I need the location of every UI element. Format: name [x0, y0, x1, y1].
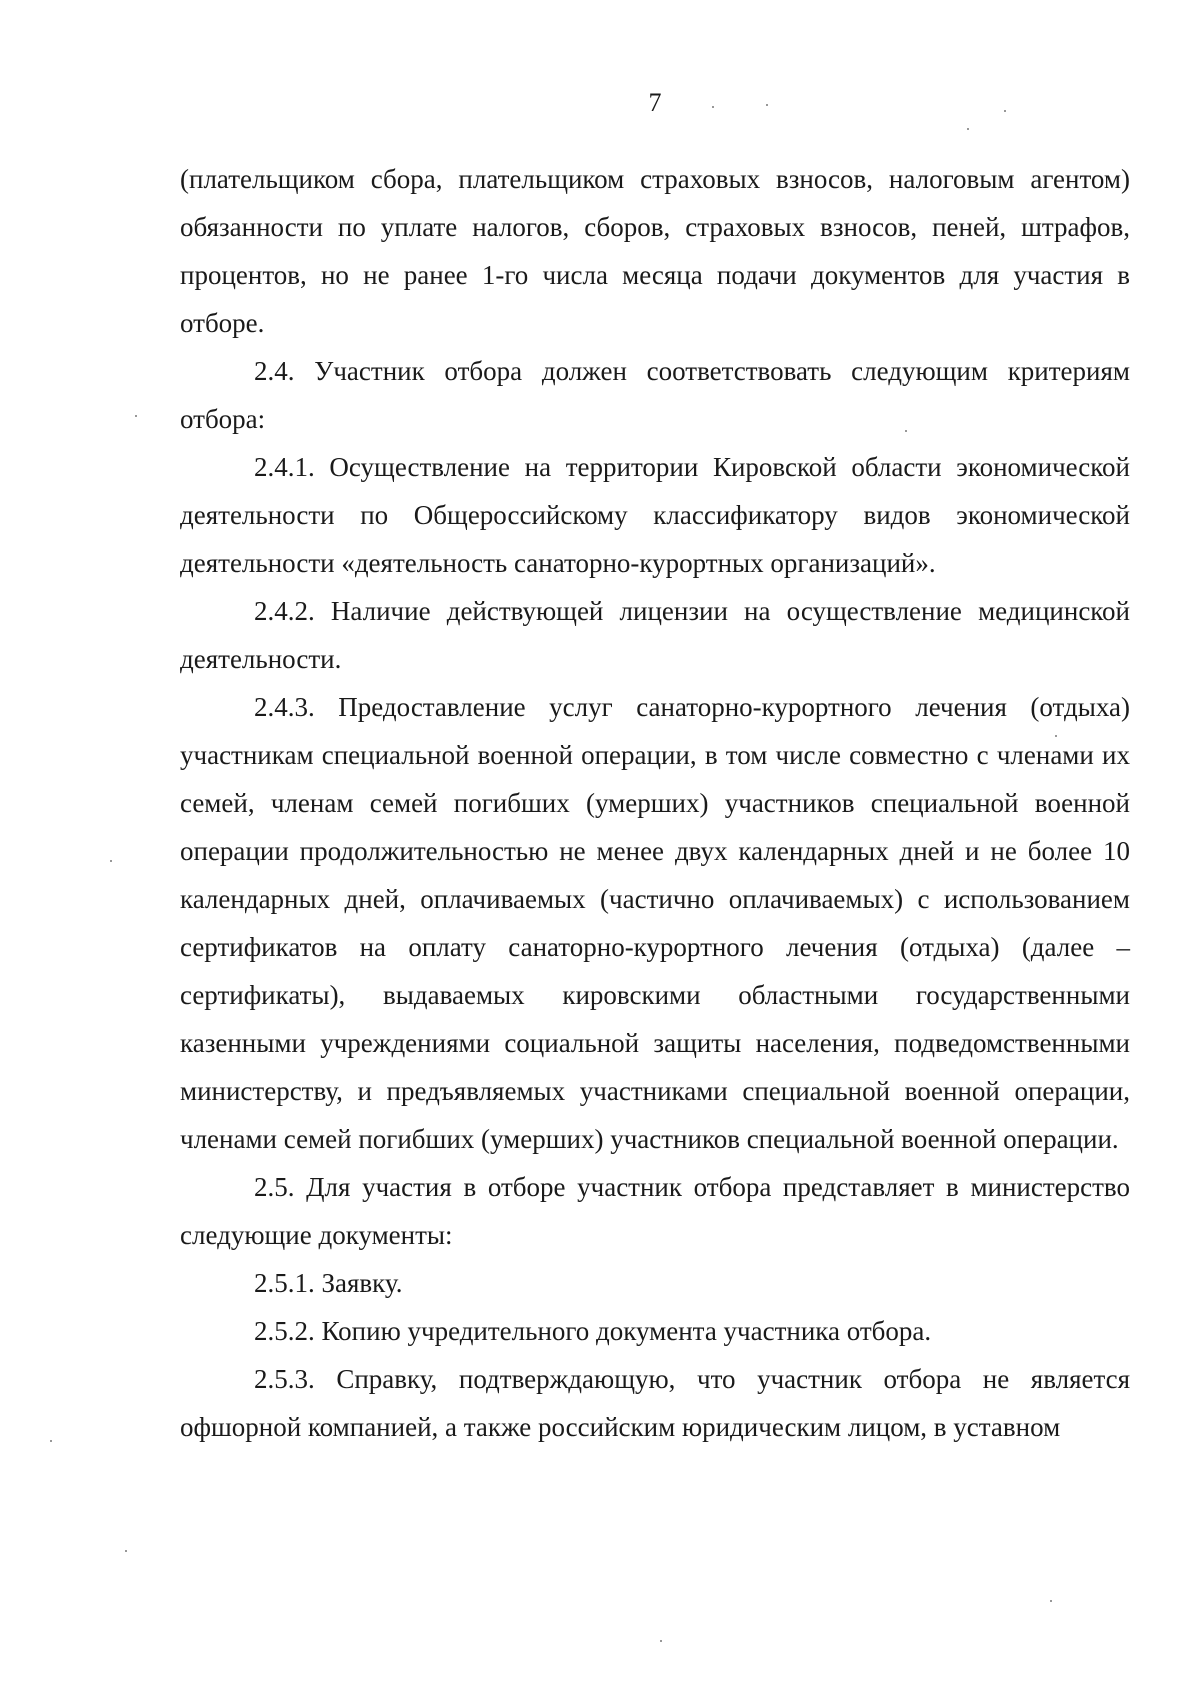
page-number: 7: [648, 88, 662, 117]
scan-speck: [1050, 1600, 1052, 1602]
scan-speck: [110, 860, 112, 862]
scan-speck: [766, 104, 768, 106]
paragraph-2-5: 2.5. Для участия в отборе участник отбора представляет в министерство следующие документы:: [180, 1172, 1130, 1250]
scan-speck: [712, 106, 714, 108]
document-body: [180, 155, 1130, 1451]
scan-speck: [125, 1550, 127, 1552]
scan-speck: [967, 128, 969, 130]
paragraph-2-5-2: 2.5.2. Копию учредительного документа участника отбора.: [254, 1316, 932, 1346]
scan-speck: [905, 430, 907, 432]
paragraph-continuation: (плательщиком сбора, плательщиком страховых взносов, налоговым агентом) обязанности по уплате налогов, сборов, страховых взносов, пеней, штрафов, процентов, но не ранее 1-го числа месяца подачи документов для участия в отборе.: [180, 164, 1130, 338]
paragraph-2-5-1: 2.5.1. Заявку.: [254, 1268, 403, 1298]
scan-speck: [50, 1440, 52, 1442]
scan-speck: [1055, 735, 1057, 737]
paragraph-2-4: 2.4. Участник отбора должен соответствовать следующим критериям отбора:: [180, 356, 1130, 434]
paragraph-2-5-3: 2.5.3. Справку, подтверждающую, что участник отбора не является офшорной компанией, а также российским юридическим лицом, в уставном: [180, 1364, 1130, 1442]
scan-speck: [660, 1640, 662, 1642]
paragraph-2-4-2: 2.4.2. Наличие действующей лицензии на осуществление медицинской деятельности.: [180, 596, 1130, 674]
paragraph-2-4-3: 2.4.3. Предоставление услуг санаторно-курортного лечения (отдыха) участникам специальной военной операции, в том числе совместно с членами их семей, членам семей погибших (умерших) участников специальной военной операции продолжительностью не менее двух календарных дней и не более 10 календарных дней, оплачиваемых (частично оплачиваемых) с использованием сертификатов на оплату санаторно-курортного лечения (отдыха) (далее – сертификаты), выдаваемых кировскими областными государственными казенными учреждениями социальной защиты населения, подведомственными министерству, и предъявляемых участниками специальной военной операции, членами семей погибших (умерших) участников специальной военной операции.: [180, 692, 1130, 1154]
scan-speck: [1004, 110, 1006, 112]
scan-speck: [135, 415, 137, 417]
paragraph-2-4-1: 2.4.1. Осуществление на территории Кировской области экономической деятельности по Общероссийскому классификатору видов экономической деятельности «деятельность санаторно-курортных организаций».: [180, 452, 1130, 578]
